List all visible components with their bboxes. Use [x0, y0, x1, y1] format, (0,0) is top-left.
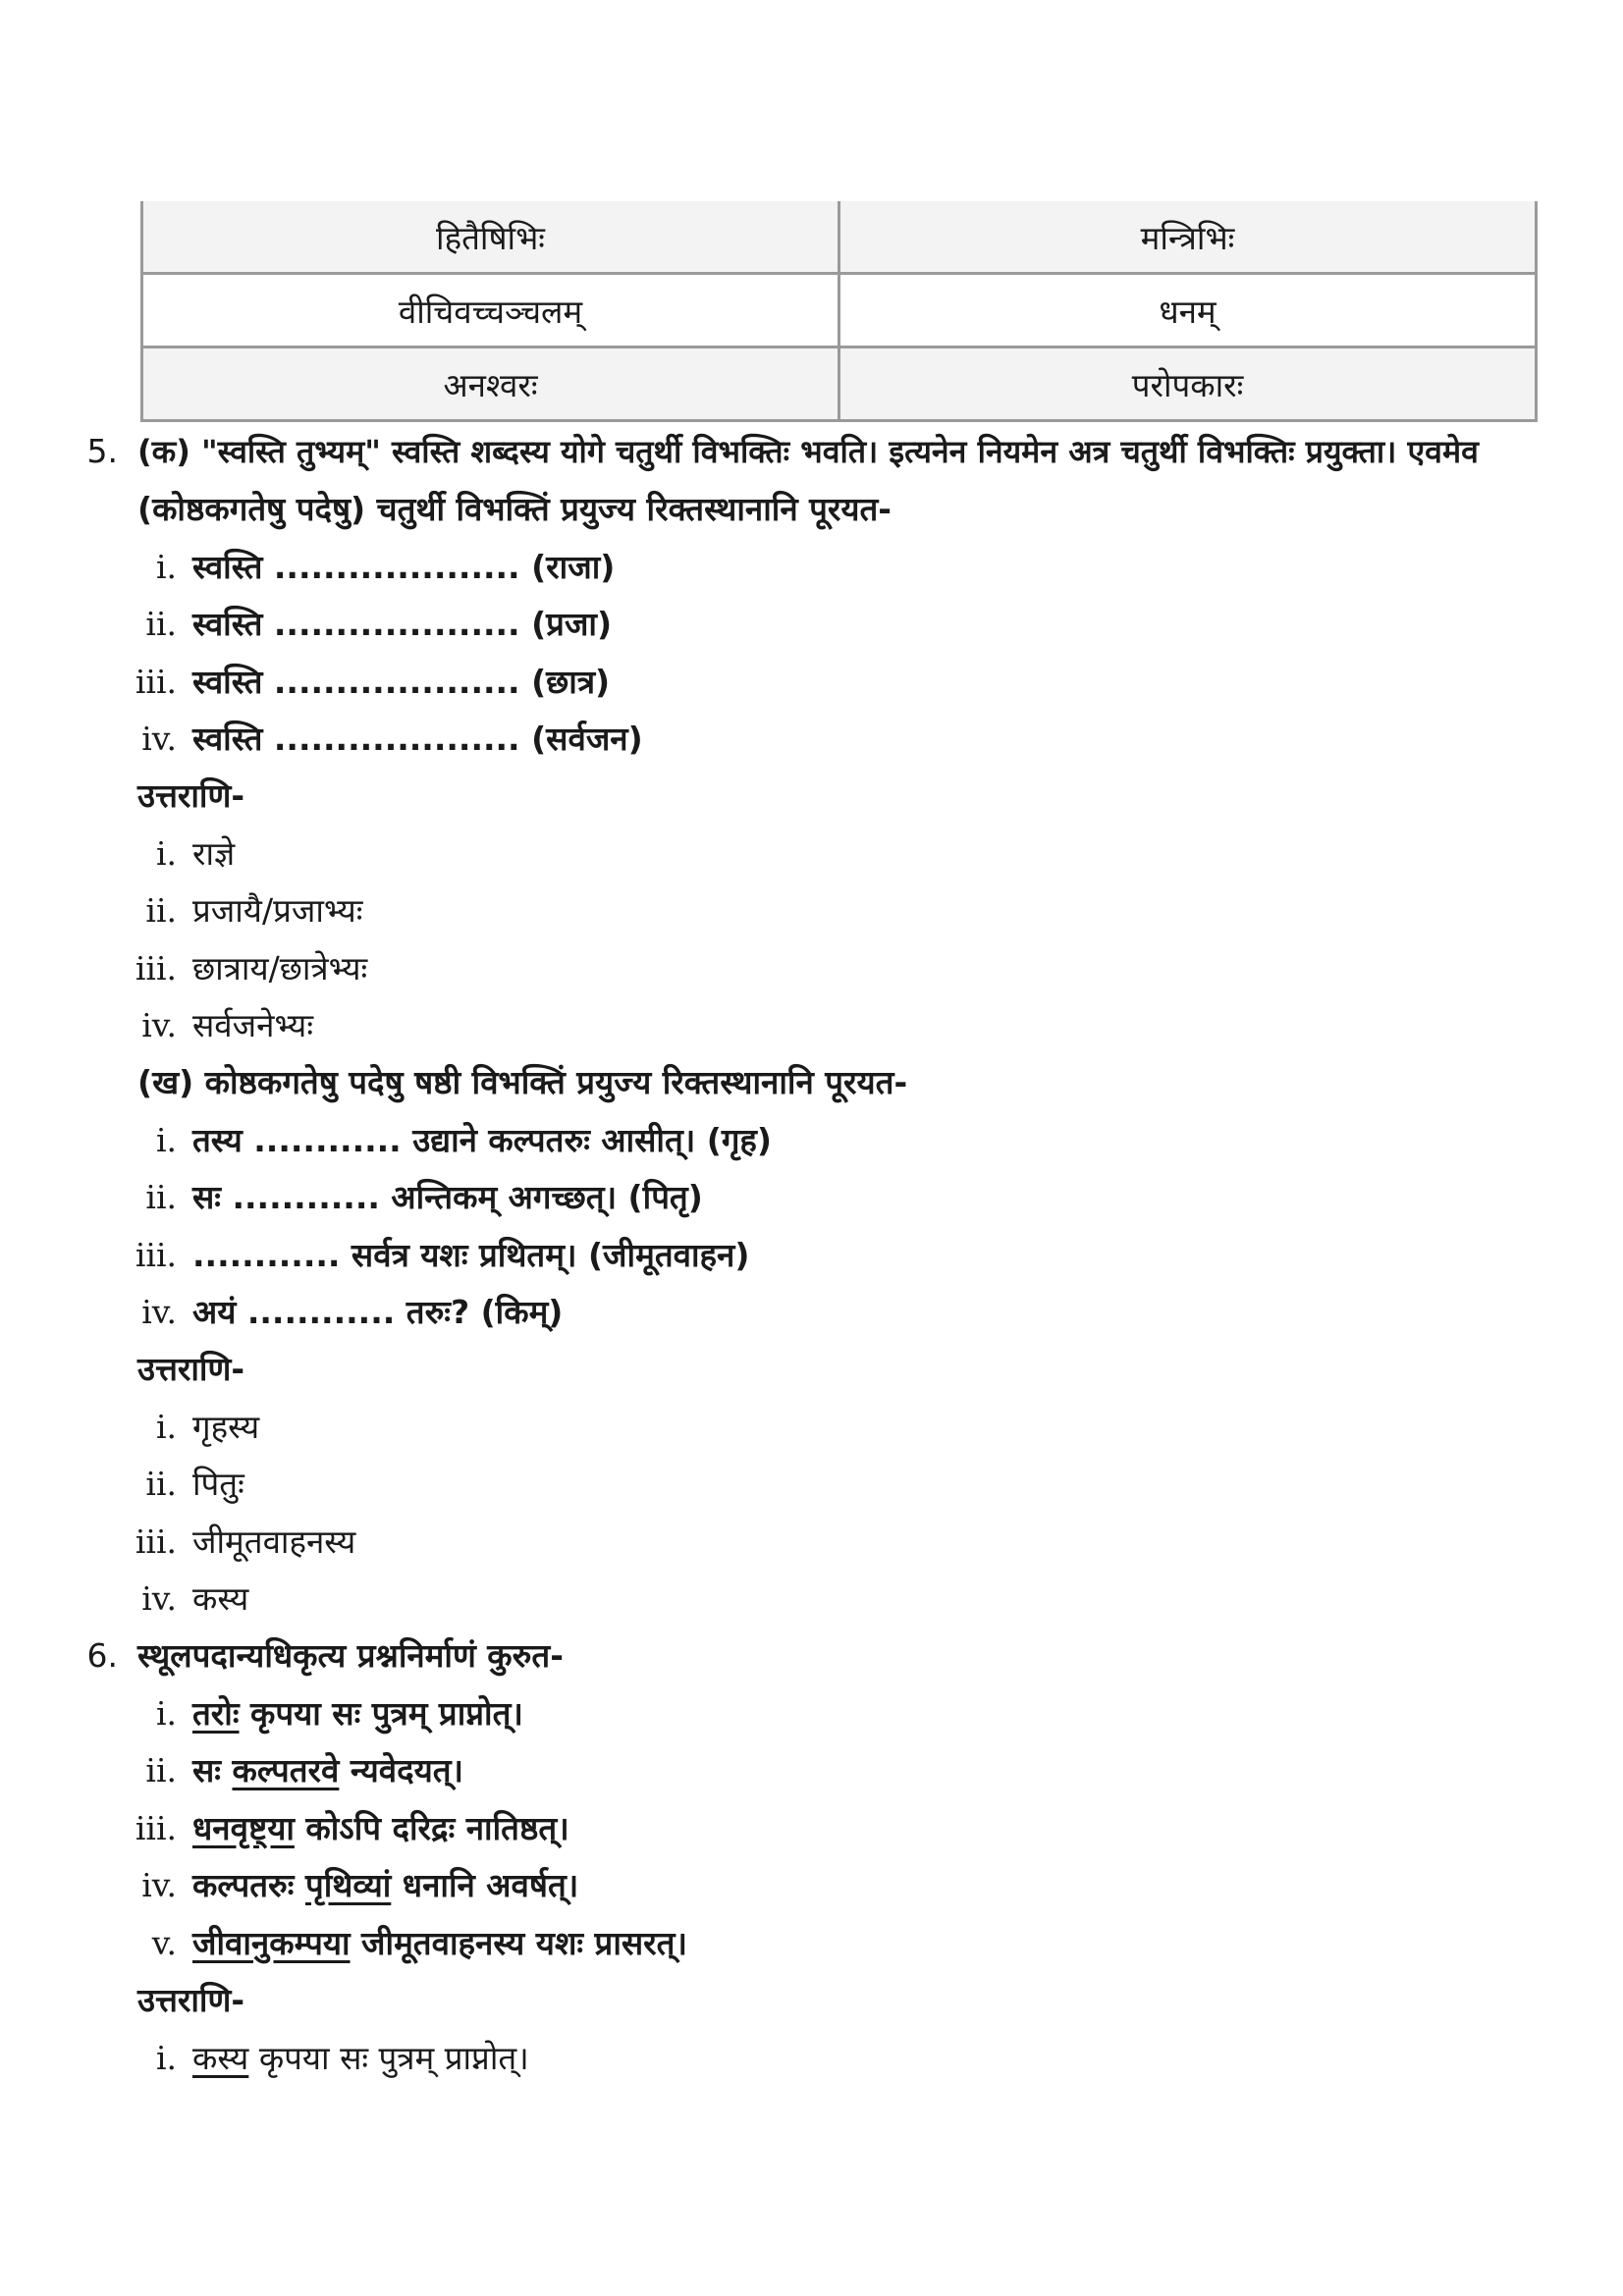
item-number: iv. — [141, 1293, 177, 1331]
item-text: धनवृष्ट्या कोऽपि दरिद्रः नातिष्ठत्। — [192, 1809, 569, 1847]
underlined-word: तरोः — [192, 1694, 240, 1733]
item-number: iii. — [135, 1522, 177, 1561]
item-number: ii. — [145, 605, 177, 643]
item-text: स्वस्ति .................... (प्रजा) — [192, 605, 613, 643]
answers-label: उत्तराणि- — [137, 1350, 245, 1388]
item-text: तस्य ............ उद्याने कल्पतरुः आसीत्। (गृह) — [192, 1121, 773, 1159]
item-number: v. — [151, 1924, 177, 1962]
item-text: गृहस्य — [192, 1408, 260, 1446]
table-cell: हितैषिभिः — [142, 201, 839, 274]
item-text: राज्ञे — [192, 834, 236, 873]
item-number: iii. — [135, 663, 177, 701]
item-text: स्वस्ति .................... (सर्वजन) — [192, 720, 643, 758]
question-6-title: स्थूलपदान्यधिकृत्य प्रश्ननिर्माणं कुरुत- — [137, 1636, 564, 1675]
table-cell: अनश्वरः — [142, 347, 839, 421]
item-number: iv. — [141, 1006, 177, 1044]
item-text: अयं ............ तरुः? (किम्) — [192, 1293, 564, 1331]
answers-label: उत्तराणि- — [137, 776, 245, 815]
item-text: कस्य कृपया सः पुत्रम् प्राप्नोत्। — [192, 2039, 529, 2077]
item-number: ii. — [145, 1178, 177, 1216]
underlined-word: कल्पतरवे — [232, 1751, 340, 1789]
item-number: iv. — [141, 720, 177, 758]
item-text: सर्वजनेभ्यः — [192, 1006, 313, 1044]
item-number: ii. — [145, 1751, 177, 1789]
item-text: कस्य — [192, 1579, 249, 1618]
table-row — [142, 201, 1537, 274]
item-text: स्वस्ति .................... (राजा) — [192, 548, 616, 586]
item-text: पितुः — [192, 1465, 244, 1503]
question-5-ka-line2: (कोष्ठकगतेषु पदेषु) चतुर्थी विभक्तिं प्रयुज्य रिक्तस्थानानि पूरयत- — [137, 490, 893, 528]
table-row — [142, 274, 1537, 347]
underlined-word: पृथिव्यां — [304, 1866, 392, 1904]
item-text: सः कल्पतरवे न्यवेदयत्। — [192, 1751, 464, 1789]
table-cell: परोपकारः — [839, 347, 1537, 421]
underlined-word: जीवानुकम्पया — [192, 1924, 351, 1962]
underlined-word: धनवृष्ट्या — [192, 1809, 295, 1847]
item-number: ii. — [145, 1465, 177, 1503]
item-text: जीवानुकम्पया जीमूतवाहनस्य यशः प्रासरत्। — [192, 1924, 687, 1962]
item-number: ii. — [145, 891, 177, 930]
item-number: i. — [155, 834, 177, 873]
item-text: कल्पतरुः पृथिव्यां धनानि अवर्षत्। — [192, 1866, 579, 1904]
answer-table — [140, 201, 1538, 422]
item-number: iv. — [141, 1579, 177, 1618]
item-text: छात्राय/छात्रेभ्यः — [192, 949, 368, 988]
question-5-ka-line1: (क) "स्वस्ति तुभ्यम्" स्वस्ति शब्दस्य योगे चतुर्थी विभक्तिः भवति। इत्यनेन नियमेन अत्र चतुर्थी विभक्तिः प्रयुक्ता। एवमेव — [137, 433, 1479, 470]
item-text: तरोः कृपया सः पुत्रम् प्राप्नोत्। — [192, 1694, 523, 1733]
item-number: iii. — [135, 1236, 177, 1274]
table-cell: धनम् — [839, 274, 1537, 347]
item-number: i. — [155, 1408, 177, 1446]
item-text: जीमूतवाहनस्य — [192, 1522, 356, 1561]
item-number: i. — [155, 1121, 177, 1159]
underlined-word: कस्य — [192, 2039, 249, 2077]
table-row — [142, 347, 1537, 421]
item-text: ............ सर्वत्र यशः प्रथितम्। (जीमूतवाहन) — [192, 1236, 750, 1274]
item-number: i. — [155, 2039, 177, 2077]
table-cell: मन्त्रिभिः — [839, 201, 1537, 274]
table-cell: वीचिवच्चञ्चलम् — [142, 274, 839, 347]
item-text: प्रजायै/प्रजाभ्यः — [192, 891, 363, 930]
item-number: i. — [155, 1694, 177, 1733]
item-text: सः ............ अन्तिकम् अगच्छत्। (पितृ) — [192, 1178, 703, 1216]
question-5-kha-line: (ख) कोष्ठकगतेषु पदेषु षष्ठी विभक्तिं प्रयुज्य रिक्तस्थानानि पूरयत- — [137, 1063, 908, 1101]
document-page: हितैषिभिः मन्त्रिभिः वीचिवच्चञ्चलम् धनम् अनश्वरः परोपकारः 5. (क) "स्वस्ति तुभ्यम्" स्वस्ति शब्दस्य योगे चतुर्थी विभक्तिः भवति। इत्यनेन नियमेन अत्र चतुर्थी विभक्तिः प्रयुक्ता। एवमेव (कोष्ठकगतेषु पदेषु) चतुर्थी विभक्तिं प्रयुज्य रिक्तस्थानानि पूरयत- i. स्वस्ति .................... (राजा) ii. स्वस्ति .................... (प्रजा) iii. स्वस्ति .................... (छात्र) iv. स्वस्ति .................... (सर्वजन) उत्तराणि- i. राज्ञे ii. प्रजायै/प्रजाभ्यः iii. छात्राय/छात्रेभ्यः iv. सर्वजनेभ्यः (ख) कोष्ठकगतेषु पदेषु षष्ठी विभक्तिं प्रयुज्य रिक्तस्थानानि पूरयत- i. तस्य ............ उद्याने कल्पतरुः आसीत्। (गृह) ii. सः ............ अन्तिकम् अगच्छत्। (पितृ) iii. ............ सर्वत्र यशः प्रथितम्। (जीमूतवाहन) iv. अयं ............ तरुः? (किम्) उत्तराणि- i. गृहस्य ii. पितुः iii. जीमूतवाहनस्य iv. कस्य 6. स्थूलपदान्यधिकृत्य प्रश्ननिर्माणं कुरुत- i. तरोः कृपया सः पुत्रम् प्राप्नोत्। ii. सः कल्पतरवे न्यवेदयत्। iii. धनवृष्ट्या कोऽपि दरिद्रः नातिष्ठत्। iv. कल्पतरुः पृथिव्यां धनानि अवर्षत्। v. जीवानुकम्पया जीमूतवाहनस्य यशः प्रासरत्। उत्तराणि- i. कस्य कृपया सः पुत्रम् प्राप्नोत्। — [0, 0, 1623, 2296]
item-number: i. — [155, 548, 177, 586]
item-number: iii. — [135, 949, 177, 988]
item-number: iii. — [135, 1809, 177, 1847]
item-number: iv. — [141, 1866, 177, 1904]
item-text: स्वस्ति .................... (छात्र) — [192, 663, 611, 701]
answers-label: उत्तराणि- — [137, 1981, 245, 2019]
